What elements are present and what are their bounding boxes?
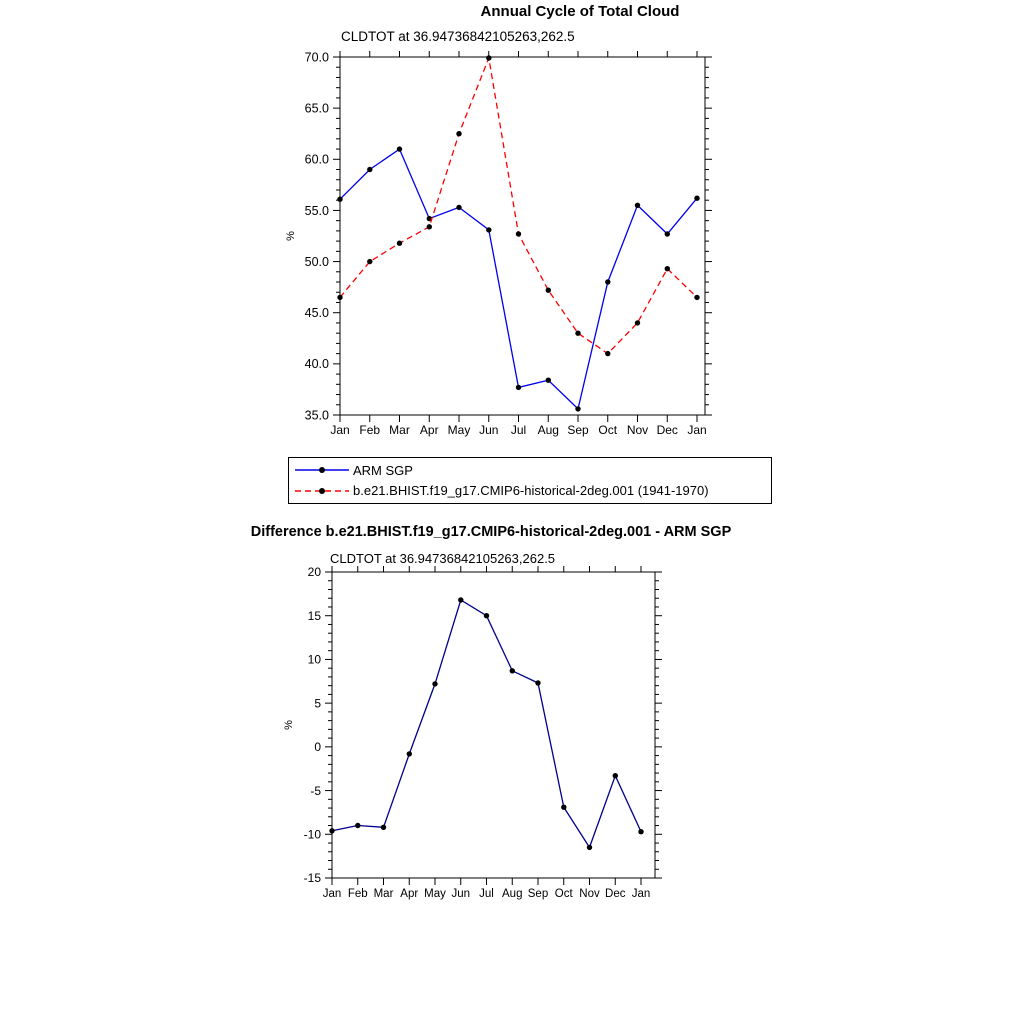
axes (325, 566, 662, 885)
x-tick-label: Apr (419, 423, 439, 437)
y-tick-label: 55.0 (304, 203, 329, 218)
top-chart-title: Annual Cycle of Total Cloud (480, 3, 680, 20)
y-tick-label: 0 (314, 740, 321, 755)
legend-item-arm-sgp (293, 460, 767, 481)
x-tick-label: Sep (567, 423, 589, 437)
x-tick-label: Aug (537, 423, 559, 437)
x-tick-label: Jun (479, 423, 499, 437)
x-tick-label: Jan (322, 888, 342, 900)
arm-sgp-line (340, 149, 697, 409)
b-e21-bhist-f19-g17-cmip6-historical-2deg-001-ar-markers (329, 597, 643, 850)
x-tick-label: Jul (479, 888, 494, 900)
y-tick-label: -5 (310, 783, 321, 798)
y-tick-label: 5 (314, 696, 321, 711)
y-tick-label: 20 (307, 565, 321, 580)
x-tick-label: Jan (631, 888, 651, 900)
model-line-sample (293, 482, 351, 500)
x-tick-label: Oct (554, 888, 573, 900)
legend-label-arm-sgp: ARM SGP (353, 462, 413, 478)
x-tick-label: Dec (605, 888, 626, 900)
y-tick-label: 45.0 (304, 306, 329, 321)
legend-item-model (293, 481, 767, 502)
difference-chart (250, 560, 680, 905)
y-tick-label: 60.0 (304, 152, 329, 167)
x-tick-label: Nov (626, 423, 649, 437)
legend-label-model: b.e21.BHIST.f19_g17.CMIP6-historical-2deg.001 (1941-1970) (353, 483, 709, 499)
x-tick-label: Jan (330, 423, 350, 437)
x-tick-label: Apr (400, 888, 419, 900)
y-axis-label: % (283, 720, 295, 730)
y-tick-label: 50.0 (304, 254, 329, 269)
x-tick-label: Mar (373, 888, 394, 900)
y-tick-label: 15 (307, 608, 321, 623)
difference-chart-title: Difference b.e21.BHIST.f19_g17.CMIP6-historical-2deg.001 - ARM SGP (250, 524, 732, 540)
top-chart-subtitle: CLDTOT at 36.94736842105263,262.5 (341, 29, 575, 44)
arm-sgp-markers (337, 146, 699, 411)
x-tick-label: Jan (687, 423, 707, 437)
x-tick-label: Dec (656, 423, 678, 437)
legend (288, 457, 772, 504)
legend-marker (319, 467, 325, 473)
y-tick-label: 65.0 (304, 101, 329, 116)
y-axis-label: % (285, 231, 297, 241)
x-tick-label: Feb (347, 888, 368, 900)
b-e21-bhist-f19-g17-cmip6-historical-2deg-001-ar-line (332, 600, 641, 847)
x-tick-label: Oct (598, 423, 618, 437)
y-tick-label: -15 (303, 871, 321, 886)
x-tick-label: Aug (502, 888, 523, 900)
x-tick-label: Jul (510, 423, 527, 437)
x-tick-label: Jun (451, 888, 471, 900)
x-tick-label: May (447, 423, 471, 437)
plot-frame (332, 572, 655, 878)
x-tick-label: Nov (579, 888, 600, 900)
legend-marker (319, 488, 325, 494)
y-tick-label: 70.0 (304, 50, 329, 65)
y-tick-label: -10 (303, 827, 321, 842)
y-tick-label: 10 (307, 652, 321, 667)
b-e21-bhist-f19-g17-cmip6-historical-2deg-001-19-markers (337, 55, 699, 356)
y-tick-label: 35.0 (304, 408, 329, 423)
b-e21-bhist-f19-g17-cmip6-historical-2deg-001-19-line (340, 58, 697, 354)
x-tick-label: Sep (527, 888, 549, 900)
axes (333, 51, 712, 422)
annual-cycle-chart (260, 45, 730, 445)
y-tick-label: 40.0 (304, 357, 329, 372)
arm-sgp-line-sample (293, 461, 351, 479)
x-tick-label: Mar (389, 423, 410, 437)
difference-chart-subtitle: CLDTOT at 36.94736842105263,262.5 (330, 551, 556, 566)
x-tick-label: May (424, 888, 446, 900)
x-tick-label: Feb (359, 423, 381, 437)
plot-frame (340, 57, 705, 415)
